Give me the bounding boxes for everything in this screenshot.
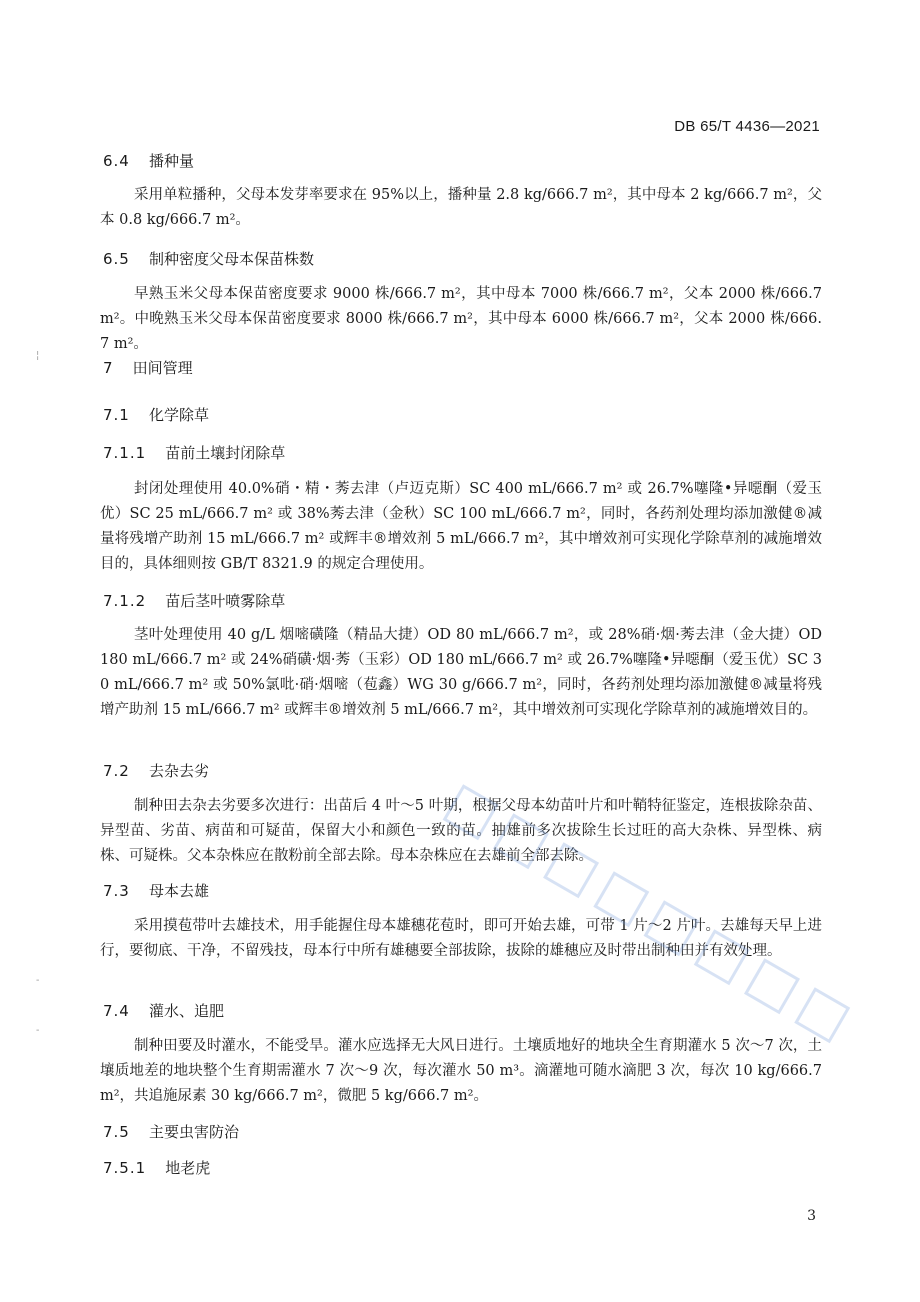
section-heading-7-3 [103, 880, 209, 901]
section-heading-7 [103, 357, 193, 378]
section-heading-7-1-2 [103, 590, 285, 611]
section-heading-7-1 [103, 404, 209, 425]
section-number: 7.5.1 [103, 1159, 147, 1177]
section-heading-6-5 [103, 248, 314, 269]
section-title: 制种密度父母本保苗株数 [148, 250, 314, 268]
section-heading-7-5-1 [103, 1157, 210, 1178]
section-number: 6.5 [103, 250, 130, 268]
margin-tick-mark: - [36, 1025, 40, 1036]
paragraph-plant-density: 早熟玉米父母本保苗密度要求 9000 株/666.7 m²，其中母本 7000 株/666.7 m²，父本 2000 株/666.7 m²。中晚熟玉米父母本保苗密度要求 8000 株/666.7 m²，其中母本 6000 株/666.7 m²，父本 2000 株/666.7 m²。 [100, 286, 822, 352]
paragraph-roguing: 制种田去杂去劣要多次进行：出苗后 4 叶～5 叶期，根据父母本幼苗叶片和叶鞘特征鉴定，连根拔除杂苗、异型苗、劣苗、病苗和可疑苗，保留大小和颜色一致的苗。抽雄前多次拔除生长过旺的高大杂株、异型株、病株、可疑株。父本杂株应在散粉前全部去除。母本杂株应在去雄前全部去除。 [100, 798, 822, 864]
paragraph-seeding-rate: 采用单粒播种，父母本发芽率要求在 95%以上，播种量 2.8 kg/666.7 m²，其中母本 2 kg/666.7 m²，父本 0.8 kg/666.7 m²。 [100, 187, 822, 228]
section-number: 7.1.2 [103, 592, 147, 610]
section-title: 苗后茎叶喷雾除草 [165, 592, 286, 610]
document-code: DB 65/T 4436—2021 [674, 118, 820, 135]
paragraph-detasseling: 采用摸苞带叶去雄技术，用手能握住母本雄穗花苞时，即可开始去雄，可带 1 片～2 片叶。去雄每天早上进行，要彻底、干净，不留残技，母本行中所有雄穗要全部拔除，拔除的雄穗应及时带出制种田并有效处理。 [100, 918, 822, 959]
margin-tick-mark: - [36, 975, 40, 986]
section-title: 田间管理 [132, 359, 193, 377]
section-heading-7-2 [103, 760, 209, 781]
section-title: 去杂去劣 [148, 762, 209, 780]
section-number: 7 [103, 359, 114, 377]
section-number: 6.4 [103, 152, 130, 170]
section-number: 7.3 [103, 882, 130, 900]
paragraph-post-emergence: 茎叶处理使用 40 g/L 烟嘧磺隆（精品大捷）OD 80 mL/666.7 m²，或 28%硝·烟·莠去津（金大捷）OD 180 mL/666.7 m² 或 24%硝磺·烟·莠（玉彩）OD 180 mL/666.7 m² 或 26.7%噻隆•异噁酮（爱玉优）SC 30 mL/666.7 m² 或 50%氯吡·硝·烟嘧（苞鑫）WG 30 g/666.7 m²，同时，各药剂处理均添加激健®减量将残增产助剂 15 mL/666.7 m² 或辉丰®增效剂 5 mL/666.7 m²，其中增效剂可实现化学除草剂的减施增效目的。 [100, 627, 822, 718]
paragraph-pre-emergence: 封闭处理使用 40.0%硝・精・莠去津（卢迈克斯）SC 400 mL/666.7 m² 或 26.7%噻隆•异噁酮（爱玉优）SC 25 mL/666.7 m² 或 38%莠去津（金秋）SC 100 mL/666.7 m²，同时，各药剂处理均添加激健®减量将残增产助剂 15 mL/666.7 m² 或辉丰®增效剂 5 mL/666.7 m²，其中增效剂可实现化学除草剂的减施增效目的，具体细则按 GB/T 8321.9 的规定合理使用。 [100, 481, 822, 572]
section-title: 灌水、追肥 [148, 1002, 224, 1020]
page-number: 3 [807, 1208, 816, 1224]
section-number: 7.1 [103, 406, 130, 424]
section-heading-7-5 [103, 1121, 239, 1142]
section-number: 7.2 [103, 762, 130, 780]
margin-tick-mark: ¦ [36, 350, 40, 361]
section-title: 母本去雄 [148, 882, 209, 900]
section-heading-7-4 [103, 1000, 224, 1021]
section-heading-7-1-1 [103, 442, 285, 463]
section-heading-6-4 [103, 150, 194, 171]
section-title: 播种量 [148, 152, 194, 170]
section-number: 7.1.1 [103, 444, 147, 462]
paragraph-irrigation: 制种田要及时灌水，不能受旱。灌水应选择无大风日进行。土壤质地好的地块全生育期灌水 5 次～7 次，土壤质地差的地块整个生育期需灌水 7 次～9 次，每次灌水 50 m³。滴灌地可随水滴肥 3 次，每次 10 kg/666.7 m²，共追施尿素 30 kg/666.7 m²，微肥 5 kg/666.7 m²。 [100, 1038, 822, 1104]
section-title: 化学除草 [148, 406, 209, 424]
section-title: 主要虫害防治 [148, 1123, 239, 1141]
section-title: 苗前土壤封闭除草 [165, 444, 286, 462]
section-number: 7.5 [103, 1123, 130, 1141]
section-number: 7.4 [103, 1002, 130, 1020]
section-title: 地老虎 [165, 1159, 211, 1177]
